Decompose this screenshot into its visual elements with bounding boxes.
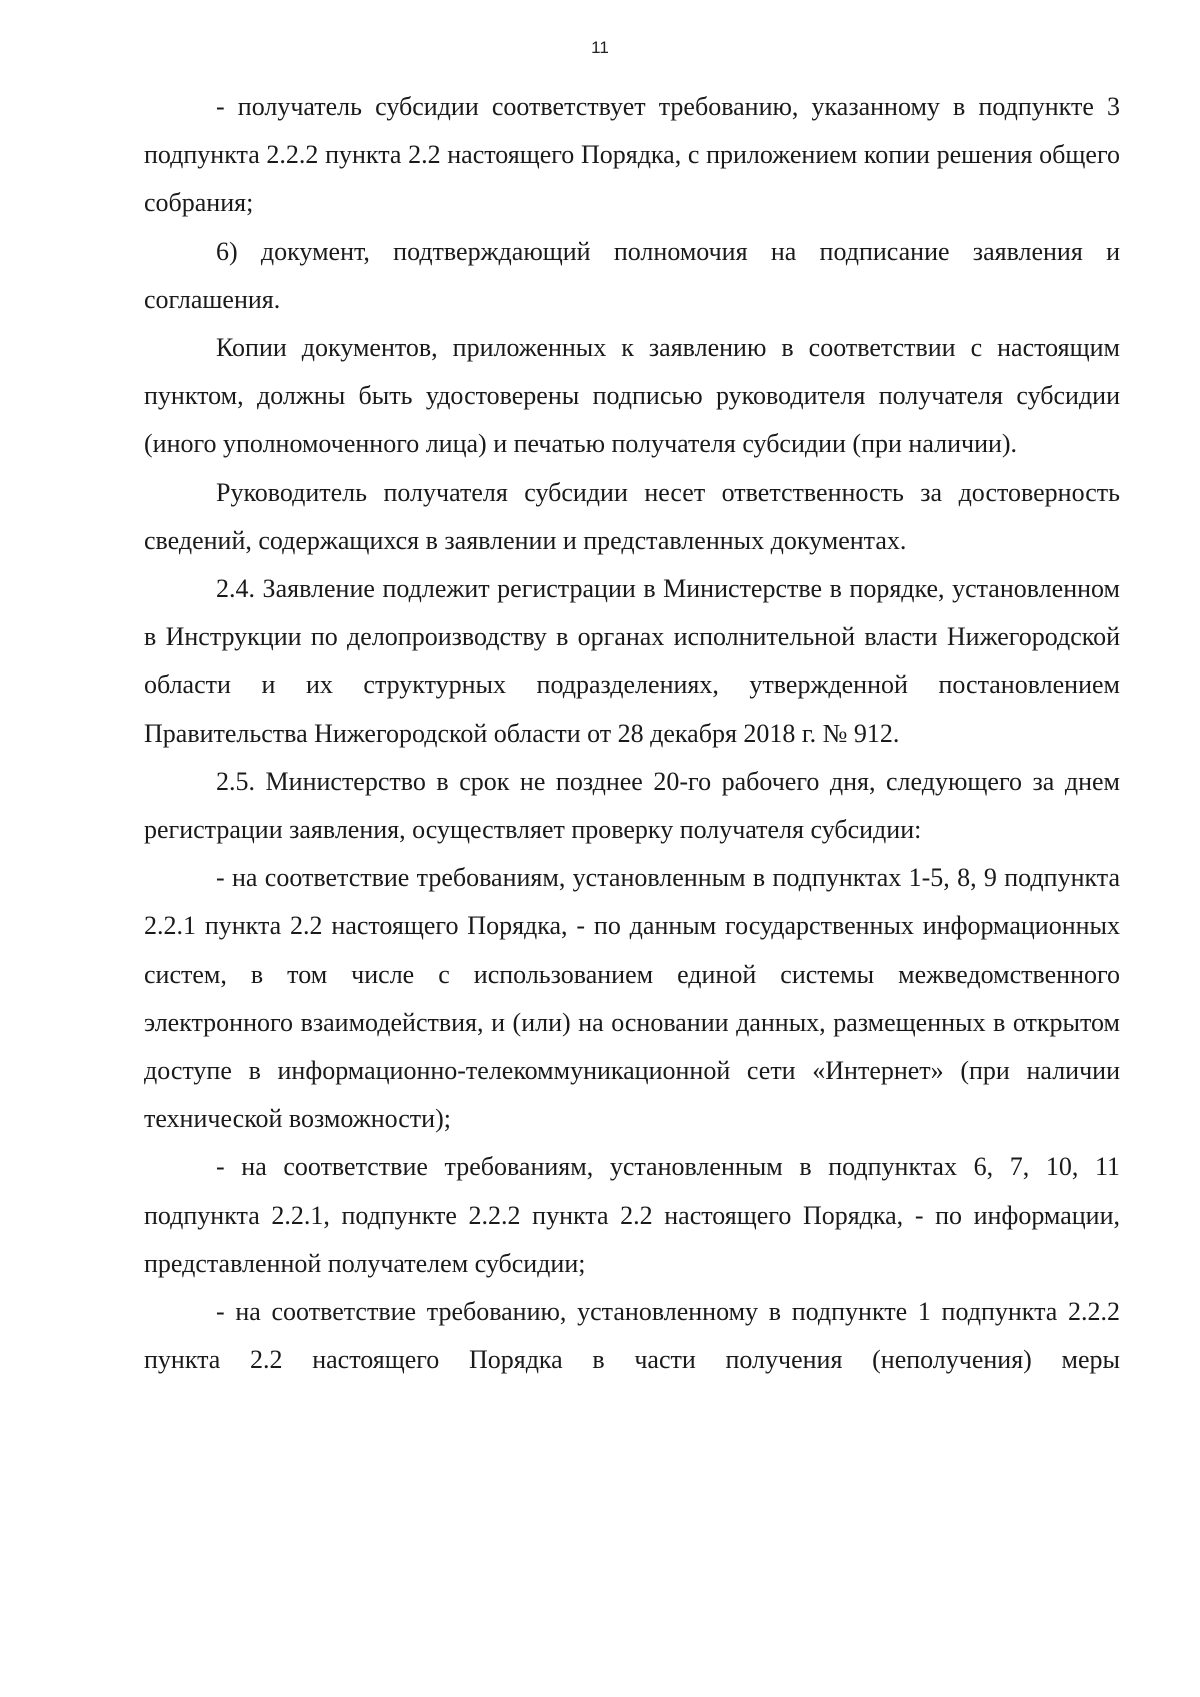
paragraph-2-5-verification: 2.5. Министерство в срок не позднее 20-го рабочего дня, следующего за днем регистрации заявления, осуществляет проверку получателя субсидии: [144,766,1120,845]
paragraph-check-recipient-info: - на соответствие требованиям, установленным в подпунктах 6, 7, 10, 11 подпункта 2.2.1, подпункте 2.2.2 пункта 2.2 настоящего Порядка, - по информации, представленной получателем субсидии; [144,1152,1120,1278]
document-body [144,83,1120,1384]
paragraph-2-4-registration: 2.4. Заявление подлежит регистрации в Министерстве в порядке, установленном в Инструкции по делопроизводству в органах исполнительной власти Нижегородской области и их структурных подразделениях, утвержденной постановлением Правительства Нижегородской области от 28 декабря 2018 г. № 912. [144,574,1120,748]
page-number: 11 [591,38,609,57]
paragraph-head-responsibility: Руководитель получателя субсидии несет ответственность за достоверность сведений, содержащихся в заявлении и представленных документах. [144,477,1120,555]
paragraph-authority-document: 6) документ, подтверждающий полномочия на подписание заявления и соглашения. [144,236,1120,314]
paragraph-check-support-measure: - на соответствие требованию, установленному в подпункте 1 подпункта 2.2.2 пункта 2.2 настоящего Порядка в части получения (неполучения) меры [144,1297,1120,1375]
paragraph-recipient-requirement: - получатель субсидии соответствует требованию, указанному в подпункте 3 подпункта 2.2.2 пункта 2.2 настоящего Порядка, с приложением копии решения общего собрания; [144,92,1120,218]
paragraph-check-state-systems: - на соответствие требованиям, установленным в подпунктах 1-5, 8, 9 подпункта 2.2.1 пункта 2.2 настоящего Порядка, - по данным государственных информационных систем, в том числе с использованием единой системы межведомственного электронного взаимодействия, и (или) на основании данных, размещенных в открытом доступе в информационно-телекоммуникационной сети «Интернет» (при наличии технической возможности); [144,863,1120,1134]
paragraph-document-copies: Копии документов, приложенных к заявлению в соответствии с настоящим пунктом, должны быть удостоверены подписью руководителя получателя субсидии (иного уполномоченного лица) и печатью получателя субсидии (при наличии). [144,333,1120,459]
